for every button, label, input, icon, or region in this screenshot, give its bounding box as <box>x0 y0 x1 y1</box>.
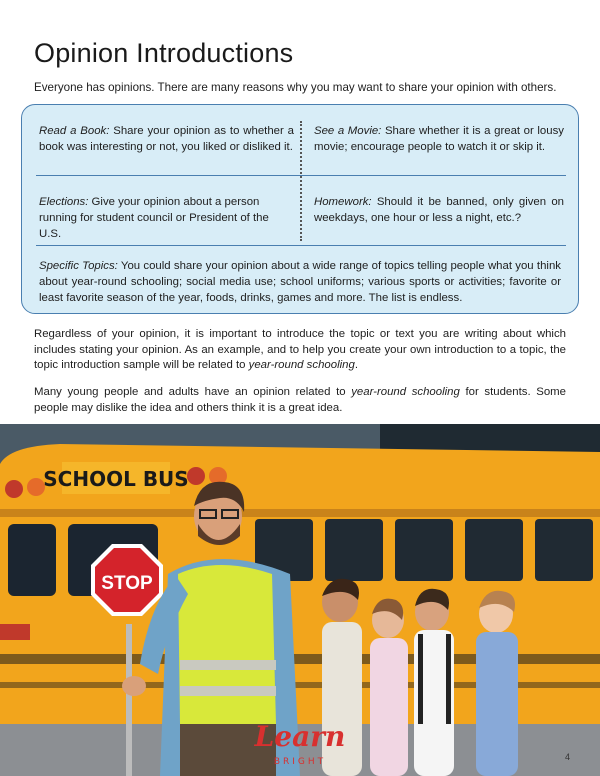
cell-label: Elections: <box>39 196 89 208</box>
paragraph-text: for students. Some people may dislike the idea and others think it is a great idea. <box>34 386 566 414</box>
vertical-divider <box>300 121 302 241</box>
cell-label: Read a Book: <box>39 125 110 137</box>
school-bus-photo <box>0 424 600 776</box>
paragraph-text: Regardless of your opinion, it is important to introduce the topic or text you are writing about which includes stating your opinion. As an example, and to help you create your own introduction to a topic, the topic introduction sample will be related to <box>34 328 566 371</box>
paragraph-emphasis: year-round schooling <box>248 359 355 371</box>
paragraph-text: Many young people and adults have an opinion related to <box>34 386 352 398</box>
body-paragraph-1 <box>34 327 566 374</box>
stop-sign-text: STOP <box>101 573 153 594</box>
cell-text: Share whether it is a great or lousy movie; encourage people to watch it or skip it. <box>314 125 564 153</box>
horizontal-divider <box>36 245 566 246</box>
homework-cell <box>314 194 564 226</box>
cell-text: Share your opinion as to whether a book was interesting or not, you liked or disliked it. <box>39 125 294 153</box>
read-a-book-cell <box>39 123 294 155</box>
paragraph-text: . <box>354 359 358 371</box>
elections-cell <box>39 194 294 242</box>
paragraph-emphasis: year-round schooling <box>351 386 460 398</box>
cell-label: See a Movie: <box>314 125 382 137</box>
see-a-movie-cell <box>314 123 564 155</box>
logo-subtitle: BRIGHT <box>273 757 327 767</box>
cell-text: You could share your opinion about a wide range of topics telling people what you think about year-round schooling; social media use; school uniforms; various sports or activities; favorite or least favorite season of the year, foods, drinks, games and more. The list is endless. <box>39 260 561 304</box>
examples-box <box>21 104 579 314</box>
cell-label: Homework: <box>314 196 372 208</box>
specific-topics-cell <box>39 258 561 306</box>
logo-wordmark: Learn <box>254 720 346 753</box>
page-title: Opinion Introductions <box>34 38 294 68</box>
horizontal-divider <box>36 175 566 176</box>
bus-sign-text: SCHOOL BUS <box>43 467 189 491</box>
page-number: 4 <box>564 752 570 762</box>
intro-text: Everyone has opinions. There are many reasons why you may want to share your opinion with others. <box>34 81 557 94</box>
cell-text: Should it be banned, only given on weekdays, one hour or less a night, etc.? <box>314 196 564 224</box>
cell-label: Specific Topics: <box>39 260 118 272</box>
cell-text: Give your opinion about a person running for student council or President of the U.S. <box>39 196 269 240</box>
body-paragraph-2 <box>34 385 566 416</box>
